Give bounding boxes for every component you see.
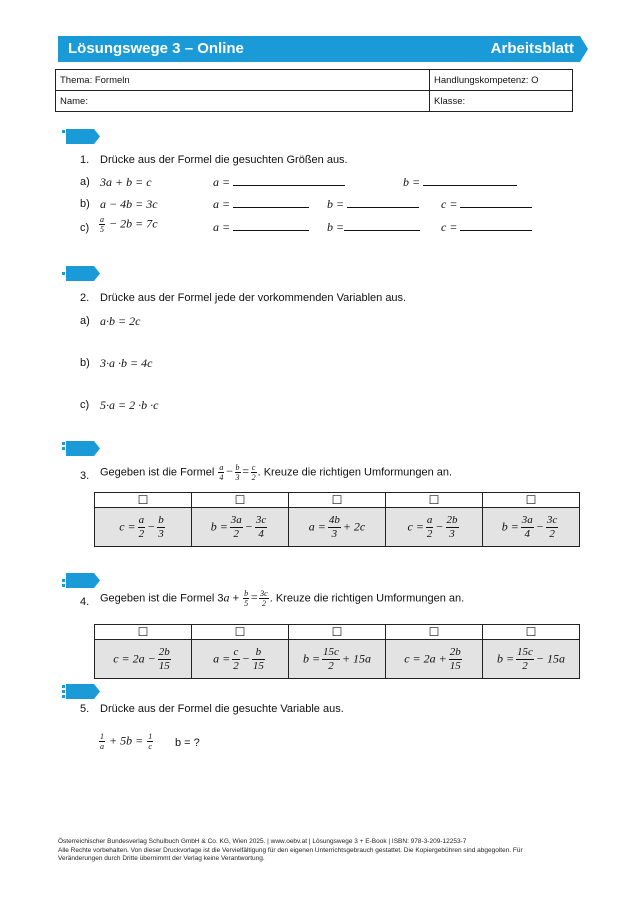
task5-frac-1-den: a (100, 742, 104, 751)
task1c-var-b-label: b = (327, 220, 345, 234)
task1c-var-c-label: c = (441, 220, 458, 234)
task4-option-5-lhs: b = (496, 650, 515, 665)
task1a-label: a) (80, 176, 90, 188)
task3-option-5-lhs: b = (501, 518, 519, 533)
task3-option-3-den1: 3 (331, 527, 338, 540)
info-table (55, 69, 573, 112)
task3-option-4 (386, 508, 483, 547)
task3-option-3 (289, 508, 386, 547)
task4-option-1-lhs: c = 2a − (113, 650, 156, 665)
task1c-var-b (327, 220, 420, 235)
task5-frac-2 (147, 732, 153, 751)
task3-option-5-num2: 3c (546, 513, 558, 526)
task1b-var-a-label: a = (213, 197, 231, 211)
task1b-answer-a-line[interactable] (233, 197, 309, 208)
task3-checkbox-5[interactable]: ☐ (483, 493, 580, 508)
task3-option-4-den1: 2 (426, 527, 433, 540)
task3-option-2-op: − (244, 518, 253, 533)
level-marker-2-icon (62, 266, 100, 281)
task4-plus: + (229, 592, 243, 605)
task3-option-2-num2: 3c (255, 513, 267, 526)
task3-option-1 (95, 508, 192, 547)
task3-option-1-num2: b (158, 513, 164, 526)
footer-line-2: Alle Rechte vorbehalten. Von dieser Druckvorlage ist die Vervielfältigung für den eigenen Unterrichtsgebrauch gestattet. Die Kopiergebühren sind abgegolten. Für (58, 846, 523, 854)
header-banner (58, 36, 588, 62)
task1-instruction: Drücke aus der Formel die gesuchten Größen aus. (100, 154, 348, 166)
task4-frac-1-num: b (244, 589, 249, 598)
task4-option-4-num1: 2b (449, 645, 461, 658)
task4-text-start: Gegeben ist die Formel 3 (100, 592, 224, 605)
task3-option-2-num1: 3a (230, 513, 242, 526)
task3-text-end: . Kreuze die richtigen Umformungen an. (257, 466, 453, 479)
task1c-answer-a-line[interactable] (233, 220, 309, 231)
task3-frac-3-den: 2 (251, 473, 256, 482)
header-title: Lösungswege 3 – Online (68, 40, 244, 57)
task3-option-2-lhs: b = (210, 518, 228, 533)
task2c-formula: 5·a = 2 ·b ·c (100, 398, 159, 412)
task4-option-3-lhs: b = (302, 650, 321, 665)
task4-option-5-op: − 15a (535, 650, 566, 665)
task1c-formula-rest: − 2b = 7c (106, 216, 158, 231)
task4-option-2-den2: 15 (252, 659, 264, 672)
task3-option-2 (192, 508, 289, 547)
task1c-numerator: a (100, 215, 104, 224)
task4-option-1-num1: 2b (158, 645, 170, 658)
task3-checkbox-2[interactable]: ☐ (192, 493, 289, 508)
task4-option-5-den1: 2 (522, 659, 528, 672)
task4-option-3-num1: 15c (323, 645, 339, 658)
task3-option-2-den1: 2 (233, 527, 240, 540)
task1a-var-b (403, 175, 517, 190)
task3-option-2-den2: 4 (258, 527, 264, 540)
task5-question: b = ? (175, 737, 200, 749)
task4-option-2 (192, 640, 289, 679)
footer-line-3: Veränderungen durch Dritte übernimmt der Verlag keine Verantwortung. (58, 855, 265, 862)
task1a-var-a-label: a = (213, 175, 231, 189)
task3-number: 3. (80, 470, 90, 482)
task1c-label: c) (80, 222, 90, 234)
task2c-label: c) (80, 399, 90, 411)
task1b-formula: a − 4b = 3c (100, 197, 158, 211)
task1c-fraction (99, 215, 105, 234)
task4-checkbox-5[interactable]: ☐ (483, 625, 580, 640)
task3-option-4-lhs: c = (407, 518, 424, 533)
task4-option-2-num2: b (252, 646, 265, 660)
task3-option-1-lhs: c = (119, 518, 136, 533)
task3-option-3-op: + 2c (342, 518, 366, 533)
competence-cell: Handlungskompetenz: O (430, 70, 573, 91)
task3-checkbox-1[interactable]: ☐ (95, 493, 192, 508)
task1b-var-a (213, 197, 309, 212)
task1-number: 1. (80, 154, 90, 166)
task2a-formula: a·b = 2c (100, 314, 141, 328)
task4-option-4-lhs: c = 2a + (404, 650, 447, 665)
task3-option-3-lhs: a = (308, 518, 326, 533)
task3-option-4-op: − (435, 518, 444, 533)
task3-option-1-op: − (147, 518, 156, 533)
task4-option-4 (386, 640, 483, 679)
task4-option-3 (289, 640, 386, 679)
task3-frac-2-num: b (235, 463, 240, 472)
header-worksheet-label: Arbeitsblatt (490, 40, 574, 57)
task3-text-start: Gegeben ist die Formel (100, 466, 218, 479)
task3-frac-1 (218, 463, 224, 482)
task2-instruction: Drücke aus der Formel jede der vorkommenden Variablen aus. (100, 292, 407, 304)
task4-checkbox-3[interactable]: ☐ (289, 625, 386, 640)
task3-option-4-den2: 3 (449, 527, 455, 540)
task3-frac-3 (251, 463, 257, 482)
footer (58, 838, 588, 864)
task4-number: 4. (80, 596, 90, 608)
task4-option-2-den1: 2 (233, 659, 239, 672)
task4-instruction (100, 589, 464, 608)
task4-checkbox-2[interactable]: ☐ (192, 625, 289, 640)
footer-line-1: Österreichischer Bundesverlag Schulbuch GmbH & Co. KG, Wien 2025. | www.oebv.at | Lösungswege 3 + E-Book | ISBN: 978-3-209-12253-7 (58, 838, 467, 845)
task3-frac-1-den: 4 (219, 473, 224, 482)
topic-cell: Thema: Formeln (56, 70, 430, 91)
task1c-answer-b-line[interactable] (344, 220, 420, 231)
task3-checkbox-3[interactable]: ☐ (289, 493, 386, 508)
task4-option-3-op: + 15a (341, 650, 372, 665)
task1a-var-b-label: b = (403, 175, 421, 189)
task1a-var-a (213, 175, 345, 190)
task4-option-5-num1: 15c (517, 645, 533, 658)
task4-frac-2-num: 3c (260, 589, 268, 598)
task2b-label: b) (80, 357, 90, 369)
task1a-answer-a-line[interactable] (233, 175, 345, 186)
task4-eq: = (250, 590, 259, 605)
task1b-label: b) (80, 198, 90, 210)
task4-option-3-den1: 2 (328, 659, 334, 672)
task4-frac-1-den: 5 (244, 599, 249, 608)
task4-option-4-den1: 15 (449, 659, 461, 672)
task4-text-end: . Kreuze die richtigen Umformungen an. (269, 592, 465, 605)
task4-frac-1 (243, 589, 249, 608)
task3-option-1-den1: 2 (138, 527, 145, 540)
task1c-var-a-label: a = (213, 220, 231, 234)
task4-option-2-num1: c (233, 645, 239, 658)
task3-frac-3-num: c (251, 463, 256, 472)
task3-option-1-den2: 3 (158, 527, 164, 540)
task4-var: a (223, 590, 230, 605)
task4-option-2-lhs: a = (213, 650, 231, 665)
task3-frac-2 (235, 463, 241, 482)
task4-frac-2-den: 2 (261, 599, 266, 608)
task3-frac-1-num: a (219, 463, 224, 472)
task1c-answer-c-line[interactable] (460, 220, 532, 231)
task3-options-table (94, 492, 580, 547)
task3-instruction (100, 463, 452, 482)
task3-option-4-num2: 2b (446, 513, 458, 526)
task1c-formula (98, 215, 158, 234)
task4-options-table (94, 624, 580, 679)
task5-formula (98, 732, 154, 751)
task1a-formula: 3a + b = c (100, 175, 152, 189)
task3-option-3-num1: 4b (328, 513, 340, 526)
task1b-var-c (441, 197, 532, 212)
task4-option-1 (95, 640, 192, 679)
class-cell[interactable]: Klasse: (430, 91, 573, 112)
task4-option-2-op: − (241, 650, 250, 665)
task3-op: − (225, 464, 234, 479)
task1b-var-b-label: b = (327, 197, 345, 211)
task3-checkbox-4[interactable]: ☐ (386, 493, 483, 508)
task2b-formula: 3·a ·b = 4c (100, 356, 153, 370)
task5-frac-1-num: 1 (100, 732, 104, 741)
level-marker-3-icon (62, 441, 100, 456)
task5-formula-mid: + 5b = (106, 733, 147, 748)
task4-option-5 (483, 640, 580, 679)
task3-option-5-num1: 3a (521, 513, 533, 526)
task3-option-4-num1: a (426, 513, 433, 526)
task1c-denominator: 5 (100, 225, 104, 234)
name-cell[interactable]: Name: (56, 91, 430, 112)
task5-frac-1 (99, 732, 105, 751)
task1b-var-b (327, 197, 419, 212)
task1b-answer-c-line[interactable] (460, 197, 532, 208)
task5-instruction: Drücke aus der Formel die gesuchte Variable aus. (100, 703, 344, 715)
level-marker-4-icon (62, 573, 100, 588)
task1b-answer-b-line[interactable] (347, 197, 419, 208)
task1c-var-c (441, 220, 532, 235)
task4-option-1-den1: 15 (158, 659, 170, 672)
task1c-var-a (213, 220, 309, 235)
task4-checkbox-4[interactable]: ☐ (386, 625, 483, 640)
task2a-label: a) (80, 315, 90, 327)
task4-frac-2 (259, 589, 269, 608)
task3-frac-2-den: 3 (235, 473, 240, 482)
task3-eq: = (241, 464, 250, 479)
task3-option-5-den2: 2 (549, 527, 555, 540)
task3-option-5-op: − (535, 518, 544, 533)
task3-option-5-den1: 4 (524, 527, 531, 540)
task5-frac-2-num: 1 (148, 732, 153, 741)
task4-checkbox-1[interactable]: ☐ (95, 625, 192, 640)
task3-option-1-num1: a (138, 513, 145, 526)
task3-option-5 (483, 508, 580, 547)
task5-number: 5. (80, 703, 90, 715)
task1b-var-c-label: c = (441, 197, 458, 211)
level-marker-1-icon (62, 129, 100, 144)
task1a-answer-b-line[interactable] (423, 175, 517, 186)
task2-number: 2. (80, 292, 90, 304)
task5-frac-2-den: c (148, 742, 152, 751)
level-marker-5-icon (62, 684, 100, 699)
